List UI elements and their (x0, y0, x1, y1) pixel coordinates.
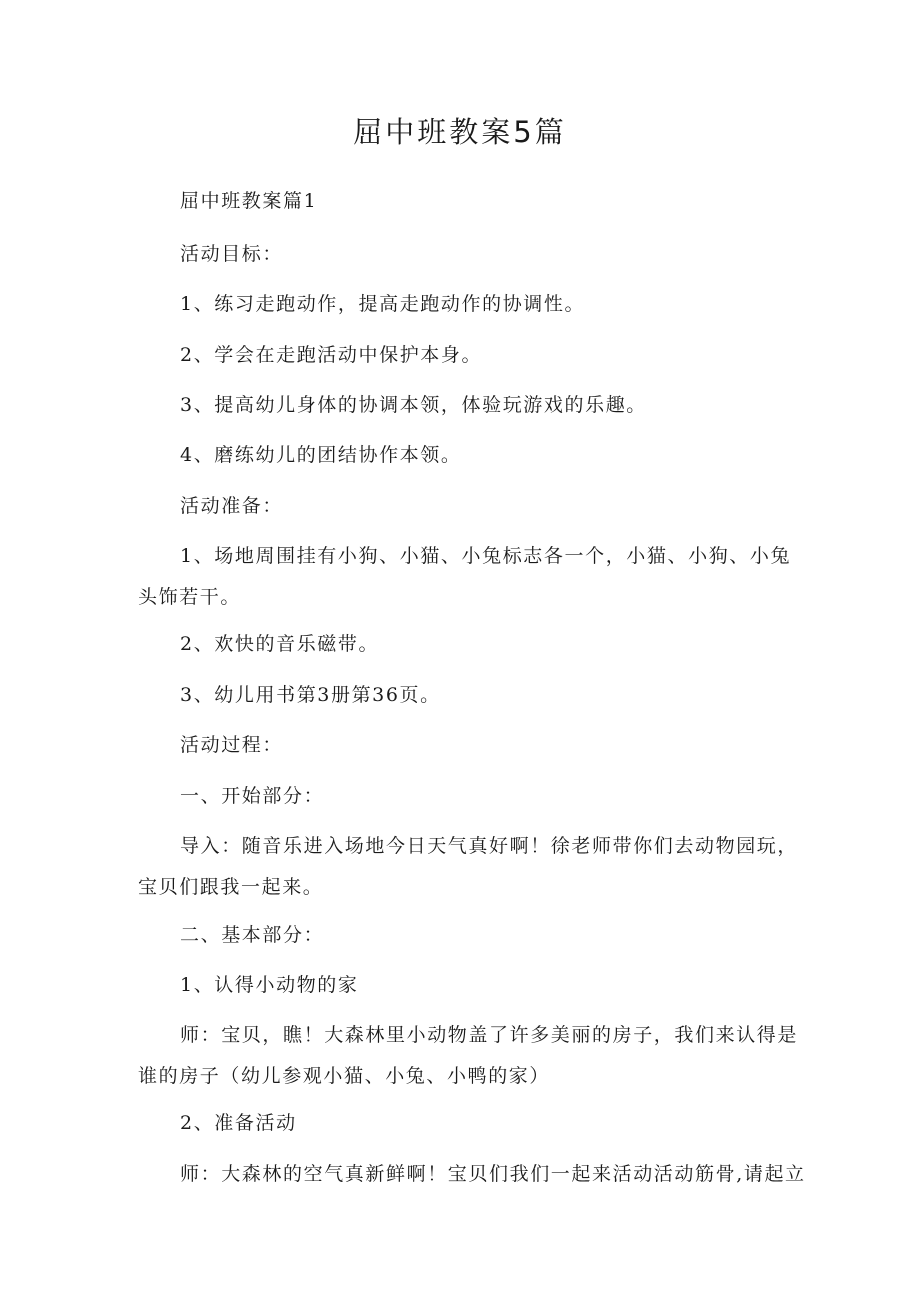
paragraph: 师：宝贝，瞧！大森林里小动物盖了许多美丽的房子，我们来认得是谁的房子（幼儿参观小猫、小兔、小鸭的家） (138, 1024, 799, 1087)
paragraph: 4、磨练幼儿的团结协作本领。 (180, 444, 462, 466)
paragraph: 3、幼儿用书第3册第36页。 (180, 684, 441, 706)
paragraph: 3、提高幼儿身体的协调本领，体验玩游戏的乐趣。 (180, 394, 647, 416)
paragraph: 2、学会在走跑活动中保护本身。 (180, 344, 483, 366)
paragraph: 2、欢快的音乐磁带。 (180, 633, 380, 655)
paragraph: 师：大森林的空气真新鲜啊！宝贝们我们一起来活动活动筋骨,请起立 (180, 1163, 806, 1185)
paragraph: 1、认得小动物的家 (180, 974, 359, 996)
section-heading: 屈中班教案篇1 (180, 190, 318, 212)
paragraph: 活动过程： (180, 734, 284, 756)
paragraph: 2、准备活动 (180, 1112, 297, 1134)
paragraph: 二、基本部分： (180, 924, 325, 946)
paragraph: 1、练习走跑动作，提高走跑动作的协调性。 (180, 293, 586, 315)
paragraph: 一、开始部分： (180, 785, 325, 807)
paragraph: 活动目标： (180, 243, 284, 265)
paragraph: 1、场地周围挂有小狗、小猫、小兔标志各一个，小猫、小狗、小兔头饰若干。 (138, 545, 792, 608)
document-title: 屈中班教案5篇 (353, 115, 567, 149)
paragraph: 导入：随音乐进入场地今日天气真好啊！徐老师带你们去动物园玩，宝贝们跟我一起来。 (138, 835, 799, 898)
paragraph: 活动准备： (180, 495, 284, 517)
